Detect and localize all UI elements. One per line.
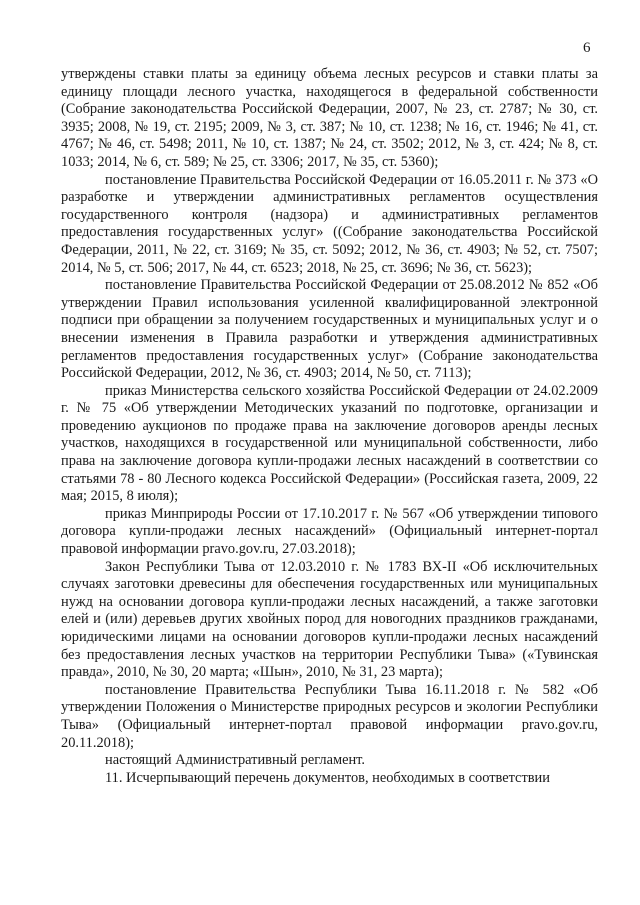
paragraph-law-1783: Закон Республики Тыва от 12.03.2010 г. № 1783 ВХ-II «Об исключительных случаях заготовки древесины для обеспечения государственных или муниципальных нужд на основании договора купли-продажи лесных насаждений, а также заготовки елей и (или) деревьев других хвойных пород для новогодних праздников гражданами, юридическими лицами на основании договоров купли-продажи лесных насаждений без предоставления лесных участков на территории Республики Тыва» («Тувинская правда», 2010, № 30, 20 марта; «Шын», 2010, № 31, 23 марта); <box>61 558 598 681</box>
paragraph-this-regulation: настоящий Административный регламент. <box>105 752 365 769</box>
paragraph-resolution-582: постановление Правительства Республики Тыва 16.11.2018 г. № 582 «Об утверждении Положения о Министерстве природных ресурсов и экологии Республики Тыва» (Официальный интернет-портал правовой информации pravo.gov.ru, 20.11.2018); <box>61 681 598 751</box>
paragraph-tariff-rates: утверждены ставки платы за единицу объема лесных ресурсов и ставки платы за единицу площади лесного участка, находящегося в федеральной собственности (Собрание законодательства Российской Федерации, 2007, № 23, ст. 2787; № 30, ст. 3935; 2008, № 19, ст. 2195; 2009, № 3, ст. 387; № 10, ст. 1238; № 16, ст. 1946; № 41, ст. 4767; № 46, ст. 5498; 2011, № 10, ст. 1387; № 24, ст. 3502; 2012, № 3, ст. 424; № 8, ст. 1033; 2014, № 6, ст. 589; № 25, ст. 3306; 2017, № 35, ст. 5360); <box>61 66 598 170</box>
paragraph-section-11: 11. Исчерпывающий перечень документов, необходимых в соответствии <box>105 769 550 786</box>
paragraph-resolution-373: постановление Правительства Российской Федерации от 16.05.2011 г. № 373 «О разработке и утверждении административных регламентов осуществления государственного контроля (надзора) и административных регламентов предоставления государственных услуг» ((Собрание законодательства Российской Федерации, 2011, № 22, ст. 3169; № 35, ст. 5092; 2012, № 36, ст. 4903; № 52, ст. 7507; 2014, № 5, ст. 506; 2017, № 44, ст. 6523; 2018, № 25, ст. 3696; № 36, ст. 5623); <box>61 171 598 276</box>
document-body <box>61 66 598 787</box>
paragraph-resolution-852: постановление Правительства Российской Федерации от 25.08.2012 № 852 «Об утверждении Правил использования усиленной квалифицированной электронной подписи при обращении за получением государственных и муниципальных услуг и о внесении изменения в Правила разработки и утверждения административных регламентов предоставления государственных услуг» (Собрание законодательства Российской Федерации, 2012, № 36, ст. 4903; 2014, № 50, ст. 7113); <box>61 277 598 382</box>
paragraph-order-75: приказ Министерства сельского хозяйства Российской Федерации от 24.02.2009 г. № 75 «Об утверждении Методических указаний по подготовке, организации и проведению аукционов по продаже права на заключение договоров аренды лесных участков, находящихся в государственной или муниципальной собственности, либо права на заключение договора купли-продажи лесных насаждений в соответствии со статьями 78 - 80 Лесного кодекса Российской Федерации» (Российская газета, 2009, 22 мая; 2015, 8 июля); <box>61 382 598 505</box>
paragraph-order-567: приказ Минприроды России от 17.10.2017 г. № 567 «Об утверждении типового договора купли-продажи лесных насаждений» (Официальный интернет-портал правовой информации pravo.gov.ru, 27.03.2018); <box>61 505 598 558</box>
page-number: 6 <box>583 40 591 56</box>
